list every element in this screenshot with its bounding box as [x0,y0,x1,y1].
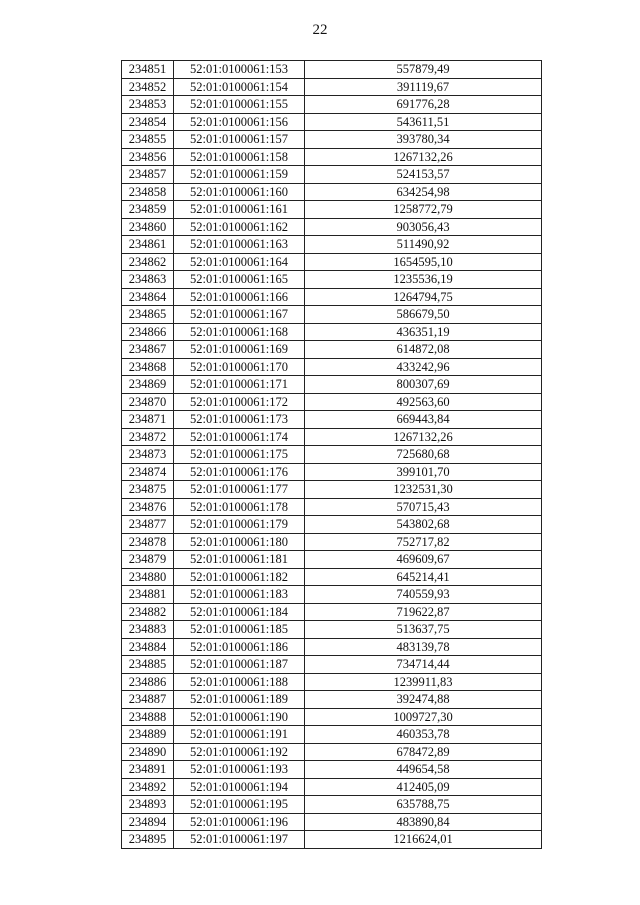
value-cell: 436351,19 [305,323,542,341]
table-row [122,586,542,604]
table-row [122,673,542,691]
cadastral-number-cell: 52:01:0100061:171 [174,376,305,394]
value-cell: 1267132,26 [305,148,542,166]
row-number-cell: 234852 [122,78,174,96]
cadastral-number-cell: 52:01:0100061:172 [174,393,305,411]
row-number-cell: 234876 [122,498,174,516]
value-cell: 469609,67 [305,551,542,569]
value-cell: 483890,84 [305,813,542,831]
value-cell: 1654595,10 [305,253,542,271]
cadastral-number-cell: 52:01:0100061:197 [174,831,305,849]
table-row [122,78,542,96]
table-row [122,813,542,831]
row-number-cell: 234881 [122,586,174,604]
value-cell: 800307,69 [305,376,542,394]
row-number-cell: 234867 [122,341,174,359]
row-number-cell: 234860 [122,218,174,236]
value-cell: 1267132,26 [305,428,542,446]
table-row [122,568,542,586]
cadastral-number-cell: 52:01:0100061:163 [174,236,305,254]
row-number-cell: 234888 [122,708,174,726]
value-cell: 492563,60 [305,393,542,411]
row-number-cell: 234869 [122,376,174,394]
value-cell: 511490,92 [305,236,542,254]
row-number-cell: 234892 [122,778,174,796]
cadastral-number-cell: 52:01:0100061:187 [174,656,305,674]
row-number-cell: 234863 [122,271,174,289]
row-number-cell: 234864 [122,288,174,306]
table-row [122,656,542,674]
cadastral-number-cell: 52:01:0100061:154 [174,78,305,96]
cadastral-number-cell: 52:01:0100061:173 [174,411,305,429]
value-cell: 543611,51 [305,113,542,131]
row-number-cell: 234885 [122,656,174,674]
row-number-cell: 234871 [122,411,174,429]
cadastral-number-cell: 52:01:0100061:174 [174,428,305,446]
table-row [122,551,542,569]
row-number-cell: 234880 [122,568,174,586]
cadastral-number-cell: 52:01:0100061:185 [174,621,305,639]
table-row [122,831,542,849]
cadastral-number-cell: 52:01:0100061:181 [174,551,305,569]
table-row [122,306,542,324]
row-number-cell: 234887 [122,691,174,709]
table-row [122,603,542,621]
value-cell: 557879,49 [305,61,542,79]
cadastral-number-cell: 52:01:0100061:153 [174,61,305,79]
table-row [122,533,542,551]
cadastral-number-cell: 52:01:0100061:168 [174,323,305,341]
table-row [122,761,542,779]
cadastral-number-cell: 52:01:0100061:184 [174,603,305,621]
row-number-cell: 234855 [122,131,174,149]
value-cell: 1216624,01 [305,831,542,849]
row-number-cell: 234879 [122,551,174,569]
table-row [122,446,542,464]
value-cell: 734714,44 [305,656,542,674]
table-row [122,778,542,796]
cadastral-number-cell: 52:01:0100061:158 [174,148,305,166]
table-row [122,621,542,639]
cadastral-number-cell: 52:01:0100061:195 [174,796,305,814]
cadastral-number-cell: 52:01:0100061:179 [174,516,305,534]
page-number: 22 [312,22,328,38]
row-number-cell: 234862 [122,253,174,271]
row-number-cell: 234865 [122,306,174,324]
cadastral-number-cell: 52:01:0100061:159 [174,166,305,184]
value-cell: 725680,68 [305,446,542,464]
table-row [122,201,542,219]
row-number-cell: 234895 [122,831,174,849]
cadastral-number-cell: 52:01:0100061:156 [174,113,305,131]
table-row [122,61,542,79]
value-cell: 393780,34 [305,131,542,149]
cadastral-number-cell: 52:01:0100061:165 [174,271,305,289]
cadastral-number-cell: 52:01:0100061:188 [174,673,305,691]
cadastral-number-cell: 52:01:0100061:166 [174,288,305,306]
row-number-cell: 234861 [122,236,174,254]
cadastral-number-cell: 52:01:0100061:182 [174,568,305,586]
table-row [122,253,542,271]
table-row [122,376,542,394]
row-number-cell: 234857 [122,166,174,184]
table-row [122,358,542,376]
value-cell: 1235536,19 [305,271,542,289]
cadastral-number-cell: 52:01:0100061:175 [174,446,305,464]
cadastral-number-cell: 52:01:0100061:183 [174,586,305,604]
row-number-cell: 234856 [122,148,174,166]
value-cell: 483139,78 [305,638,542,656]
table-row [122,691,542,709]
table-row [122,411,542,429]
row-number-cell: 234886 [122,673,174,691]
table-row [122,183,542,201]
cadastral-number-cell: 52:01:0100061:192 [174,743,305,761]
value-cell: 740559,93 [305,586,542,604]
row-number-cell: 234868 [122,358,174,376]
row-number-cell: 234890 [122,743,174,761]
row-number-cell: 234859 [122,201,174,219]
table-row [122,726,542,744]
row-number-cell: 234889 [122,726,174,744]
row-number-cell: 234878 [122,533,174,551]
table-row [122,393,542,411]
row-number-cell: 234866 [122,323,174,341]
cadastral-number-cell: 52:01:0100061:177 [174,481,305,499]
table-row [122,323,542,341]
cadastral-number-cell: 52:01:0100061:169 [174,341,305,359]
cadastral-number-cell: 52:01:0100061:186 [174,638,305,656]
table-row [122,743,542,761]
value-cell: 635788,75 [305,796,542,814]
table-row [122,481,542,499]
cadastral-number-cell: 52:01:0100061:155 [174,96,305,114]
row-number-cell: 234854 [122,113,174,131]
cadastral-number-cell: 52:01:0100061:157 [174,131,305,149]
cadastral-number-cell: 52:01:0100061:170 [174,358,305,376]
cadastral-value-table [121,60,542,849]
value-cell: 570715,43 [305,498,542,516]
row-number-cell: 234893 [122,796,174,814]
table-row [122,498,542,516]
table-row [122,463,542,481]
cadastral-number-cell: 52:01:0100061:194 [174,778,305,796]
value-cell: 1009727,30 [305,708,542,726]
value-cell: 1258772,79 [305,201,542,219]
value-cell: 460353,78 [305,726,542,744]
row-number-cell: 234851 [122,61,174,79]
row-number-cell: 234894 [122,813,174,831]
table-row [122,638,542,656]
row-number-cell: 234891 [122,761,174,779]
value-cell: 433242,96 [305,358,542,376]
value-cell: 669443,84 [305,411,542,429]
value-cell: 543802,68 [305,516,542,534]
row-number-cell: 234875 [122,481,174,499]
table-body [122,61,542,849]
table-row [122,428,542,446]
cadastral-number-cell: 52:01:0100061:160 [174,183,305,201]
cadastral-number-cell: 52:01:0100061:178 [174,498,305,516]
row-number-cell: 234873 [122,446,174,464]
value-cell: 449654,58 [305,761,542,779]
cadastral-number-cell: 52:01:0100061:164 [174,253,305,271]
value-cell: 391119,67 [305,78,542,96]
table-row [122,796,542,814]
row-number-cell: 234877 [122,516,174,534]
value-cell: 645214,41 [305,568,542,586]
value-cell: 614872,08 [305,341,542,359]
cadastral-number-cell: 52:01:0100061:191 [174,726,305,744]
row-number-cell: 234883 [122,621,174,639]
value-cell: 412405,09 [305,778,542,796]
cadastral-number-cell: 52:01:0100061:161 [174,201,305,219]
value-cell: 1264794,75 [305,288,542,306]
table-row [122,288,542,306]
cadastral-number-cell: 52:01:0100061:190 [174,708,305,726]
value-cell: 586679,50 [305,306,542,324]
table-row [122,113,542,131]
row-number-cell: 234858 [122,183,174,201]
value-cell: 752717,82 [305,533,542,551]
cadastral-number-cell: 52:01:0100061:193 [174,761,305,779]
table-row [122,96,542,114]
row-number-cell: 234874 [122,463,174,481]
table-row [122,271,542,289]
value-cell: 719622,87 [305,603,542,621]
cadastral-number-cell: 52:01:0100061:176 [174,463,305,481]
row-number-cell: 234882 [122,603,174,621]
value-cell: 1239911,83 [305,673,542,691]
value-cell: 1232531,30 [305,481,542,499]
value-cell: 524153,57 [305,166,542,184]
value-cell: 392474,88 [305,691,542,709]
table-row [122,516,542,534]
table-row [122,236,542,254]
row-number-cell: 234884 [122,638,174,656]
value-cell: 903056,43 [305,218,542,236]
value-cell: 634254,98 [305,183,542,201]
table-row [122,218,542,236]
value-cell: 678472,89 [305,743,542,761]
cadastral-number-cell: 52:01:0100061:189 [174,691,305,709]
cadastral-number-cell: 52:01:0100061:180 [174,533,305,551]
cadastral-number-cell: 52:01:0100061:167 [174,306,305,324]
table-row [122,148,542,166]
cadastral-number-cell: 52:01:0100061:196 [174,813,305,831]
value-cell: 513637,75 [305,621,542,639]
table-row [122,166,542,184]
row-number-cell: 234870 [122,393,174,411]
row-number-cell: 234853 [122,96,174,114]
row-number-cell: 234872 [122,428,174,446]
table-row [122,708,542,726]
value-cell: 691776,28 [305,96,542,114]
value-cell: 399101,70 [305,463,542,481]
table-row [122,131,542,149]
cadastral-number-cell: 52:01:0100061:162 [174,218,305,236]
table-row [122,341,542,359]
